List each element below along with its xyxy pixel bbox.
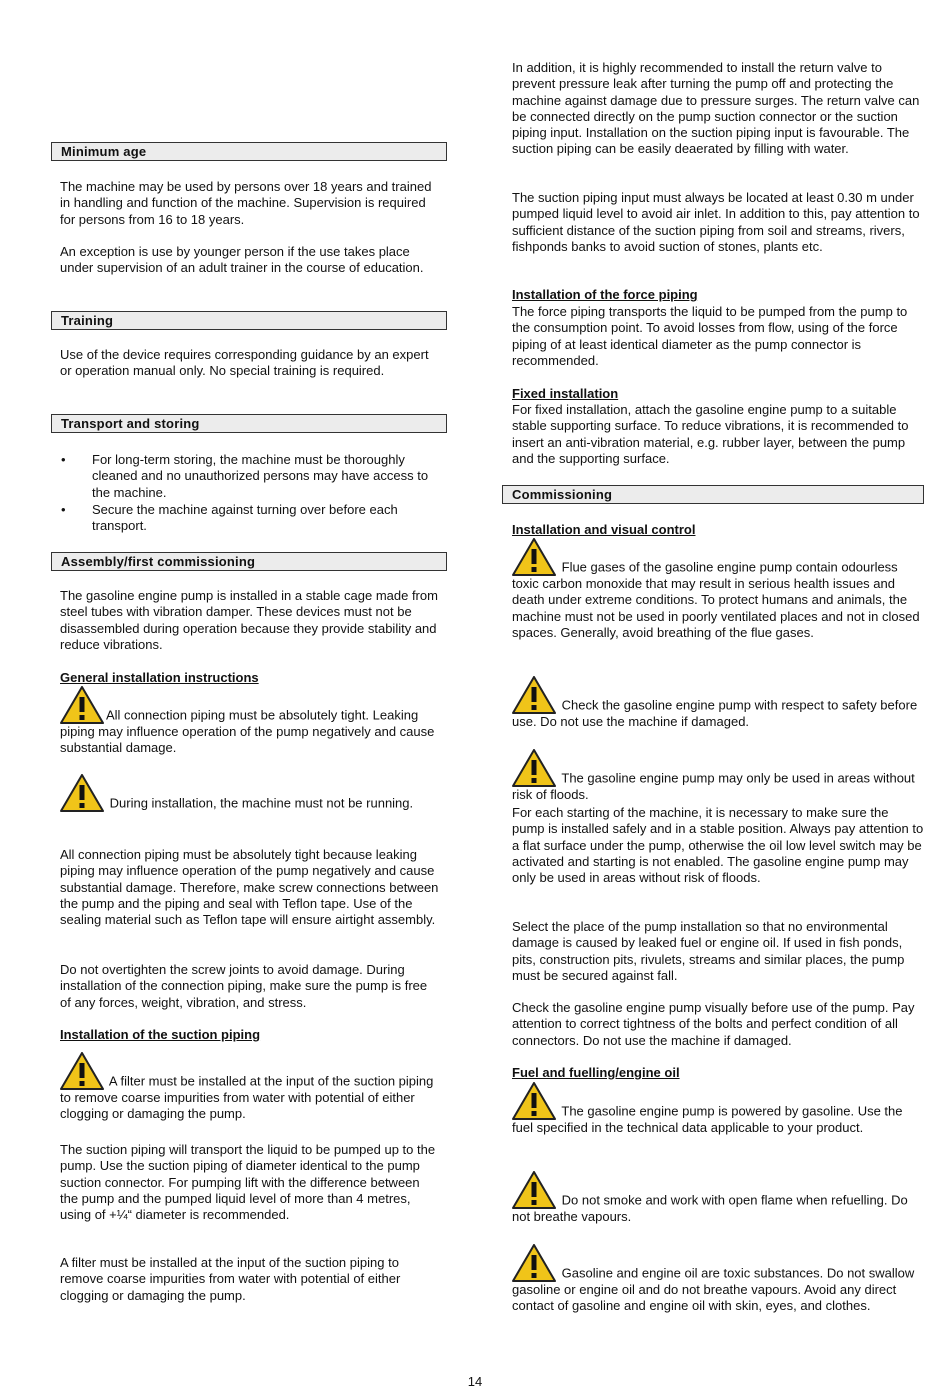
subheading-fuel: Fuel and fuelling/engine oil	[512, 1065, 680, 1080]
visual-check-paragraph: Check the gasoline engine pump visually before use of the pump. Pay attention to correct tightness of the bolts and perfect condition of all connectors. Do not use the machine if damaged.	[512, 1000, 915, 1048]
subheading-force-piping: Installation of the force piping	[512, 287, 698, 302]
placement-paragraph: Select the place of the pump installation so that no environmental damage is caused by leaked fuel or engine oil. If used in fish ponds, pits, construction pits, rivulets, streams and similar places, the pump must be secured against fall.	[512, 919, 905, 983]
subheading-general-installation: General installation instructions	[60, 670, 259, 685]
min-age-paragraph-2: An exception is use by younger person if the use takes place under supervision of an adult trainer in the course of education.	[60, 244, 424, 276]
warning-text: All connection piping must be absolutely tight. Leaking piping may influence operation of the pump negatively and cause substantial damage.	[60, 707, 435, 756]
warning-paragraph	[512, 1082, 924, 1136]
return-valve-paragraph: In addition, it is highly recommended to install the return valve to prevent pressure leak after turning the pump off and protecting the machine against damage due to pressure surges. The return valve can be connected directly on the pump suction connector or the suction piping input. Installation on the suction piping input is favourable. The suction piping can be easily deaerated by filling with water.	[512, 60, 920, 157]
subheading-suction-piping: Installation of the suction piping	[60, 1027, 261, 1042]
warning-paragraph	[512, 538, 924, 641]
page-number: 14	[467, 1374, 483, 1389]
warning-icon	[512, 749, 556, 787]
list-item: • For long-term storing, the machine must be thoroughly cleaned and no unauthorized persons may have access to the machine.	[92, 452, 439, 501]
warning-icon	[60, 686, 104, 724]
warning-icon	[512, 1244, 556, 1282]
suction-input-paragraph: The suction piping input must always be located at least 0.30 m under pumped liquid level to avoid air inlet. In addition to this, pay attention to sufficient distance of the suction piping from soil and streams, rivers, fishponds banks to avoid suction of stones, plants etc.	[512, 190, 920, 254]
warning-icon	[512, 1082, 556, 1120]
assembly-paragraph: The gasoline engine pump is installed in a stable cage made from steel tubes with vibration damper. These devices must not be disassembled during operation because they provide stability and reduce vibrations.	[60, 588, 438, 652]
warning-paragraph	[512, 749, 924, 803]
warning-text: During installation, the machine must not be running.	[109, 795, 414, 811]
force-piping-paragraph: The force piping transports the liquid to be pumped from the pump to the consumption point. To avoid losses from flow, using of the force piping of at least identical diameter as the pump connector is recommended.	[512, 304, 908, 368]
warning-text: A filter must be installed at the input of the suction piping to remove coarse impurities from water with potential of either clogging or damaging the pump.	[60, 1073, 434, 1122]
warning-icon	[60, 1052, 104, 1090]
subheading-visual-control: Installation and visual control	[512, 522, 696, 537]
subheading-fixed-installation: Fixed installation	[512, 386, 619, 401]
min-age-paragraph-1: The machine may be used by persons over 18 years and trained in handling and function of the machine. Supervision is required for persons from 16 to 18 years.	[60, 179, 432, 227]
warning-paragraph	[60, 1052, 439, 1123]
warning-paragraph	[60, 686, 439, 757]
starting-paragraph: For each starting of the machine, it is necessary to make sure the pump is installed safely and in a stable position. Always pay attention to a flat surface under the pump, otherwise the oil low level switch may be activated and starting is not enabled. The gasoline engine pump may only be used in areas without risk of floods.	[512, 805, 924, 886]
warning-text: Do not smoke and work with open flame when refuelling. Do not breathe vapours.	[512, 1192, 908, 1224]
warning-paragraph	[60, 774, 439, 812]
section-heading-assembly: Assembly/first commissioning	[51, 552, 447, 571]
warning-icon	[60, 774, 104, 812]
warning-text: Gasoline and engine oil are toxic substances. Do not swallow gasoline or engine oil and do not breathe vapours. Avoid any direct contact of gasoline and engine oil with skin, eyes, and clothes.	[512, 1265, 915, 1314]
training-paragraph: Use of the device requires corresponding guidance by an expert or operation manual only. No special training is required.	[60, 347, 429, 379]
fixed-installation-paragraph: For fixed installation, attach the gasoline engine pump to a suitable stable supporting surface. To reduce vibrations, it is recommended to insert an anti-vibration material, e.g. rubber layer, between the pump and the supporting surface.	[512, 402, 909, 466]
warning-paragraph	[512, 676, 924, 730]
warning-text: The gasoline engine pump is powered by gasoline. Use the fuel specified in the technical data applicable to your product.	[512, 1103, 903, 1135]
warning-icon	[512, 1171, 556, 1209]
section-heading-commissioning: Commissioning	[502, 485, 924, 504]
warning-icon	[512, 538, 556, 576]
section-heading-transport: Transport and storing	[51, 414, 447, 433]
transport-list	[60, 452, 439, 535]
list-item: • Secure the machine against turning over before each transport.	[92, 502, 439, 535]
warning-text: Flue gases of the gasoline engine pump contain odourless toxic carbon monoxide that may result in serious health issues and death under extreme conditions. To protect humans and animals, the machine must not be used in poorly ventilated places and not in closed spaces. Generally, avoid breathing of the flue gases.	[512, 559, 920, 640]
section-heading-minimum-age: Minimum age	[51, 142, 447, 161]
suction-paragraph-1: The suction piping will transport the liquid to be pumped up to the pump. Use the suction piping of diameter identical to the pump suction connector. For pumping lift with the difference between the pump and the pumped liquid level of more than 4 metres, using of +¼“ diameter is recommended.	[60, 1142, 436, 1223]
suction-paragraph-2: A filter must be installed at the input of the suction piping to remove coarse impurities from water with potential of either clogging or damaging the pump.	[60, 1255, 401, 1303]
warning-paragraph	[512, 1244, 924, 1315]
warning-text: The gasoline engine pump may only be used in areas without risk of floods.	[512, 770, 915, 802]
warning-paragraph	[512, 1171, 924, 1225]
assembly-paragraph-3: Do not overtighten the screw joints to avoid damage. During installation of the connection piping, make sure the pump is free of any forces, weight, vibration, and stress.	[60, 962, 428, 1010]
assembly-paragraph-2: All connection piping must be absolutely tight because leaking piping may influence operation of the pump negatively and cause substantial damage. Therefore, make screw connections between the pump and the piping and seal with Teflon tape. Use of the sealing material such as Teflon tape will ensure airtight assembly.	[60, 847, 439, 928]
warning-icon	[512, 676, 556, 714]
section-heading-training: Training	[51, 311, 447, 330]
warning-text: Check the gasoline engine pump with respect to safety before use. Do not use the machine if damaged.	[512, 697, 918, 729]
